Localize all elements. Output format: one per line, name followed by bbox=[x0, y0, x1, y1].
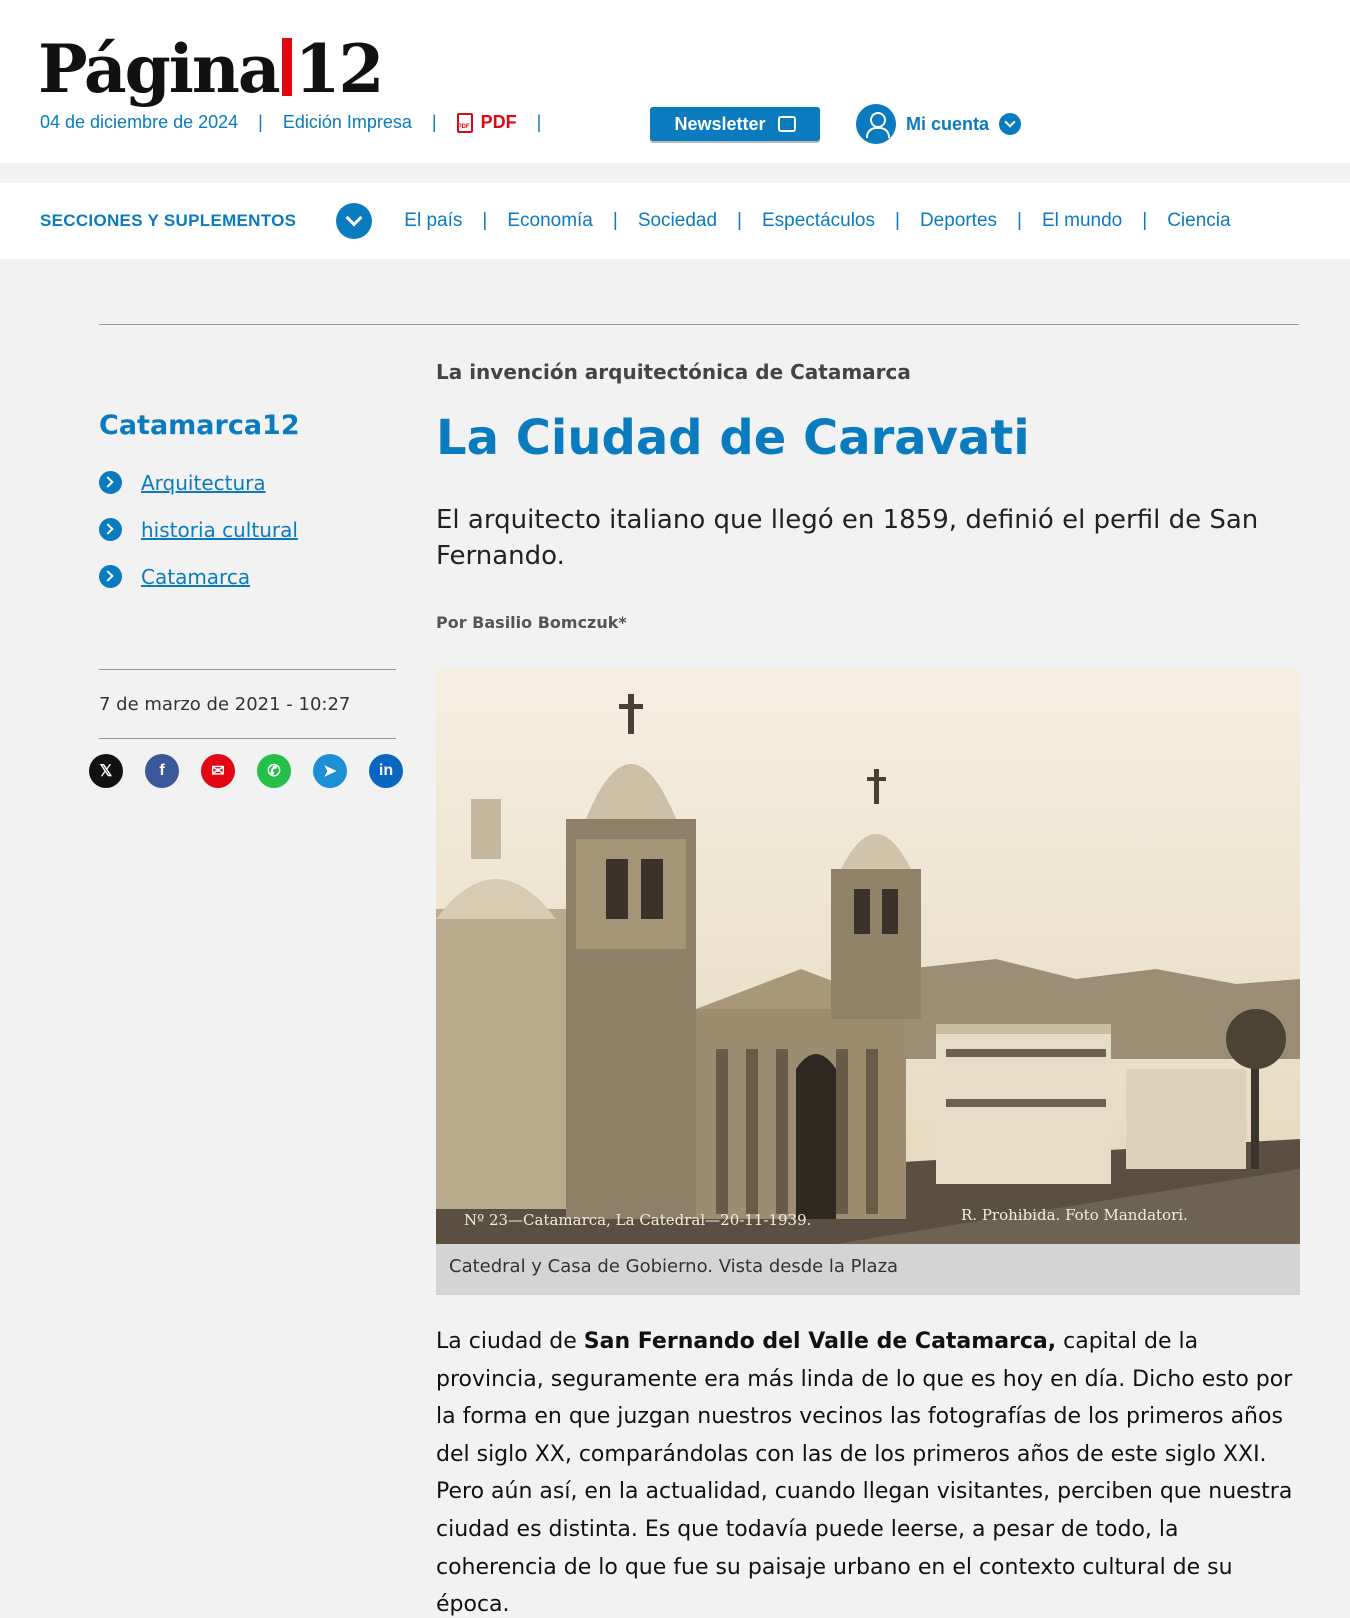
chevron-down-icon bbox=[999, 113, 1021, 135]
whatsapp-share-icon[interactable]: ✆ bbox=[257, 754, 291, 788]
nav-item-el-mundo[interactable]: El mundo bbox=[1041, 210, 1123, 231]
chevron-right-icon bbox=[99, 518, 122, 541]
account-menu[interactable] bbox=[856, 104, 1021, 144]
email-share-icon[interactable]: ✉ bbox=[201, 754, 235, 788]
sections-chevron-down-icon[interactable] bbox=[336, 203, 372, 239]
divider bbox=[99, 738, 396, 739]
divider bbox=[99, 324, 1299, 325]
separator: | bbox=[737, 210, 742, 231]
tag-item[interactable] bbox=[99, 553, 399, 600]
site-logo[interactable] bbox=[38, 12, 383, 108]
x-share-icon[interactable]: 𝕏 bbox=[89, 754, 123, 788]
separator: | bbox=[612, 210, 618, 231]
photo-stamp-left: Nº 23—Catamarca, La Catedral—20-11-1939. bbox=[464, 1211, 812, 1229]
chevron-right-icon bbox=[99, 565, 122, 588]
nav-items bbox=[404, 210, 1230, 232]
nav-item-sociedad[interactable]: Sociedad bbox=[637, 210, 718, 231]
tag-link[interactable]: historia cultural bbox=[141, 517, 298, 542]
separator: | bbox=[536, 112, 542, 132]
logo-bar bbox=[282, 38, 292, 96]
separator: | bbox=[482, 210, 488, 231]
photo-stamp-right: R. Prohibida. Foto Mandatori. bbox=[961, 1206, 1188, 1224]
nav-item-el-pais[interactable]: El país bbox=[404, 210, 463, 231]
tag-link[interactable]: Catamarca bbox=[141, 564, 251, 589]
separator: | bbox=[1142, 210, 1148, 231]
sections-label[interactable]: SECCIONES Y SUPLEMENTOS bbox=[40, 211, 297, 230]
separator: | bbox=[895, 210, 900, 231]
tag-item[interactable] bbox=[99, 459, 399, 506]
article-headline: La Ciudad de Caravati bbox=[436, 410, 1030, 466]
newsletter-label: Newsletter bbox=[674, 113, 766, 134]
telegram-share-icon[interactable]: ➤ bbox=[313, 754, 347, 788]
section-title[interactable]: Catamarca12 bbox=[99, 410, 300, 441]
account-label: Mi cuenta bbox=[906, 113, 990, 134]
article-body bbox=[436, 1323, 1300, 1618]
pdf-icon bbox=[457, 113, 473, 133]
header-date: 04 de diciembre de 2024 bbox=[40, 112, 239, 132]
share-bar bbox=[89, 754, 425, 788]
top-header bbox=[0, 0, 1350, 163]
nav-item-ciencia[interactable]: Ciencia bbox=[1167, 210, 1231, 231]
nav-item-economia[interactable]: Economía bbox=[507, 210, 593, 231]
pdf-label: PDF bbox=[480, 112, 517, 132]
separator: | bbox=[431, 112, 437, 132]
facebook-share-icon[interactable]: f bbox=[145, 754, 179, 788]
pdf-link[interactable] bbox=[457, 112, 517, 133]
separator: | bbox=[258, 112, 263, 132]
article-kicker: La invención arquitectónica de Catamarca bbox=[436, 360, 911, 384]
logo-number: 12 bbox=[294, 30, 383, 108]
article-header bbox=[436, 360, 1300, 632]
article-photo bbox=[436, 669, 1300, 1244]
article-subtitle: El arquitecto italiano que llegó en 1859, definió el perfil de San Fernando. bbox=[436, 504, 1259, 571]
body-bold: San Fernando del Valle de Catamarca, bbox=[583, 1329, 1057, 1354]
divider bbox=[99, 669, 396, 670]
header-meta bbox=[40, 112, 561, 133]
user-icon bbox=[856, 104, 896, 144]
photo-caption: Catedral y Casa de Gobierno. Vista desde la Plaza bbox=[436, 1244, 1300, 1295]
separator: | bbox=[1017, 210, 1022, 231]
nav-item-espectaculos[interactable]: Espectáculos bbox=[761, 210, 875, 231]
edicion-impresa-link[interactable]: Edición Impresa bbox=[282, 112, 412, 132]
body-prefix: La ciudad de bbox=[436, 1329, 584, 1354]
newsletter-icon bbox=[778, 116, 796, 132]
newsletter-button[interactable] bbox=[650, 107, 820, 141]
article-author: Por Basilio Bomczuk* bbox=[436, 612, 627, 632]
logo-text: Página bbox=[38, 30, 279, 108]
sidebar bbox=[99, 410, 399, 600]
nav-item-deportes[interactable]: Deportes bbox=[919, 210, 998, 231]
body-rest: capital de la provincia, seguramente era más linda de lo que es hoy en día. Dicho esto por la forma en que juzgan nuestros vecinos las fotografías de los primeros años del siglo XX, comparándolas con las de los primeros años de este siglo XXI. Pero aún así, en la actualidad, cuando llegan visitantes, perciben que nuestra ciudad es distinta. Es que todavía puede leerse, a pesar de todo, la coherencia de lo que fue su paisaje urbano en el contexto cultural de su época. bbox=[436, 1329, 1293, 1618]
publish-date: 7 de marzo de 2021 - 10:27 bbox=[99, 694, 351, 715]
tag-link[interactable]: Arquitectura bbox=[141, 470, 266, 495]
main-nav bbox=[0, 183, 1350, 259]
linkedin-share-icon[interactable]: in bbox=[369, 754, 403, 788]
chevron-right-icon bbox=[99, 471, 122, 494]
tag-item[interactable] bbox=[99, 506, 399, 553]
cathedral-photo-illustration bbox=[436, 669, 1300, 1244]
